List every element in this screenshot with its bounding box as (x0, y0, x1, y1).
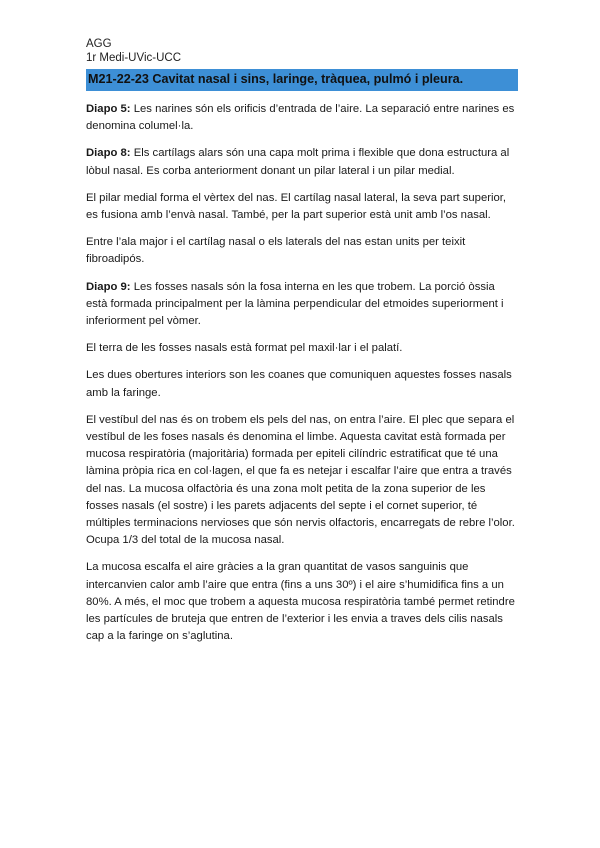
paragraph-text: Les narines són els orificis d’entrada de l’aire. La separació entre narines es denomina columel·la. (86, 103, 515, 133)
paragraph-vestibul (86, 412, 516, 550)
paragraph-diapo-5 (86, 101, 516, 135)
paragraph-diapo-9 (86, 279, 516, 331)
slide-reference: Diapo 5: (86, 103, 131, 115)
paragraph-text: Les dues obertures interiors son les coanes que comuniquen aquestes fosses nasals amb la faringe. (86, 369, 512, 399)
document-page (86, 37, 516, 645)
paragraph-text: El vestíbul del nas és on trobem els pels del nas, on entra l’aire. El plec que separa el vestíbul de les foses nasals és denomina el limbe. Aquesta cavitat està formada per mucosa respiratòria (majoritària) formada per epiteli cilíndric estratificat que té una làmina pròpia rica en col·lagen, el que fa es netejar i escalfar l’aire que entra a través del nas. La mucosa olfactòria és una zona molt petita de la zona superior de les fosses nasals (el sostre) i les parets adjacents del septe i el cornet superior, té múltiples terminacions nervioses que són nervis olfactoris, encarregats de rebre l’olor. Ocupa 1/3 del total de la mucosa nasal. (86, 413, 515, 547)
paragraph-text: Les fosses nasals són la fosa interna en les que trobem. La porció òssia està formada principalment per la làmina perpendicular del etmoides superiorment i inferiorment pel vòmer. (86, 280, 504, 328)
paragraph-text: El terra de les fosses nasals està format pel maxil·lar i el palatí. (86, 342, 403, 355)
paragraph-text: La mucosa escalfa el aire gràcies a la gran quantitat de vasos sanguinis que intercanvien calor amb l’aire que entra (fins a uns 30º) i el aire s’humidifica fins a un 80%. A més, el moc que trobem a aquesta mucosa respiratòria també permet retindre les partícules de bruteja que entren de l’exterior i les envia a traves dels cilis nasals cap a la faringe on s’aglutina. (86, 561, 515, 643)
paragraph-diapo-8 (86, 145, 516, 179)
paragraph-pilar-medial (86, 190, 516, 224)
paragraph-text: Entre l’ala major i el cartílag nasal o els laterals del nas estan units per teixit fibroadipós. (86, 236, 466, 266)
slide-reference: Diapo 8: (86, 147, 131, 160)
paragraph-ala-major (86, 234, 516, 268)
author-initials: AGG (86, 38, 112, 50)
paragraph-coanes (86, 367, 516, 401)
document-title: M21-22-23 Cavitat nasal i sins, laringe, tràquea, pulmó i pleura. (86, 69, 518, 91)
paragraph-text: El pilar medial forma el vèrtex del nas. El cartílag nasal lateral, la seva part superior, es fusiona amb l’envà nasal. També, per la part superior està unit amb l’os nasal. (86, 191, 507, 222)
slide-reference: Diapo 9: (86, 280, 131, 293)
paragraph-mucosa (86, 559, 516, 645)
course-label: 1r Medi-UVic-UCC (86, 52, 181, 64)
paragraph-text: Els cartílags alars són una capa molt prima i flexible que dona estructura al lòbul nasal. Es corba anteriorment donant un pilar lateral i un pilar medial. (86, 147, 510, 177)
paragraph-terra-fosses (86, 340, 516, 357)
